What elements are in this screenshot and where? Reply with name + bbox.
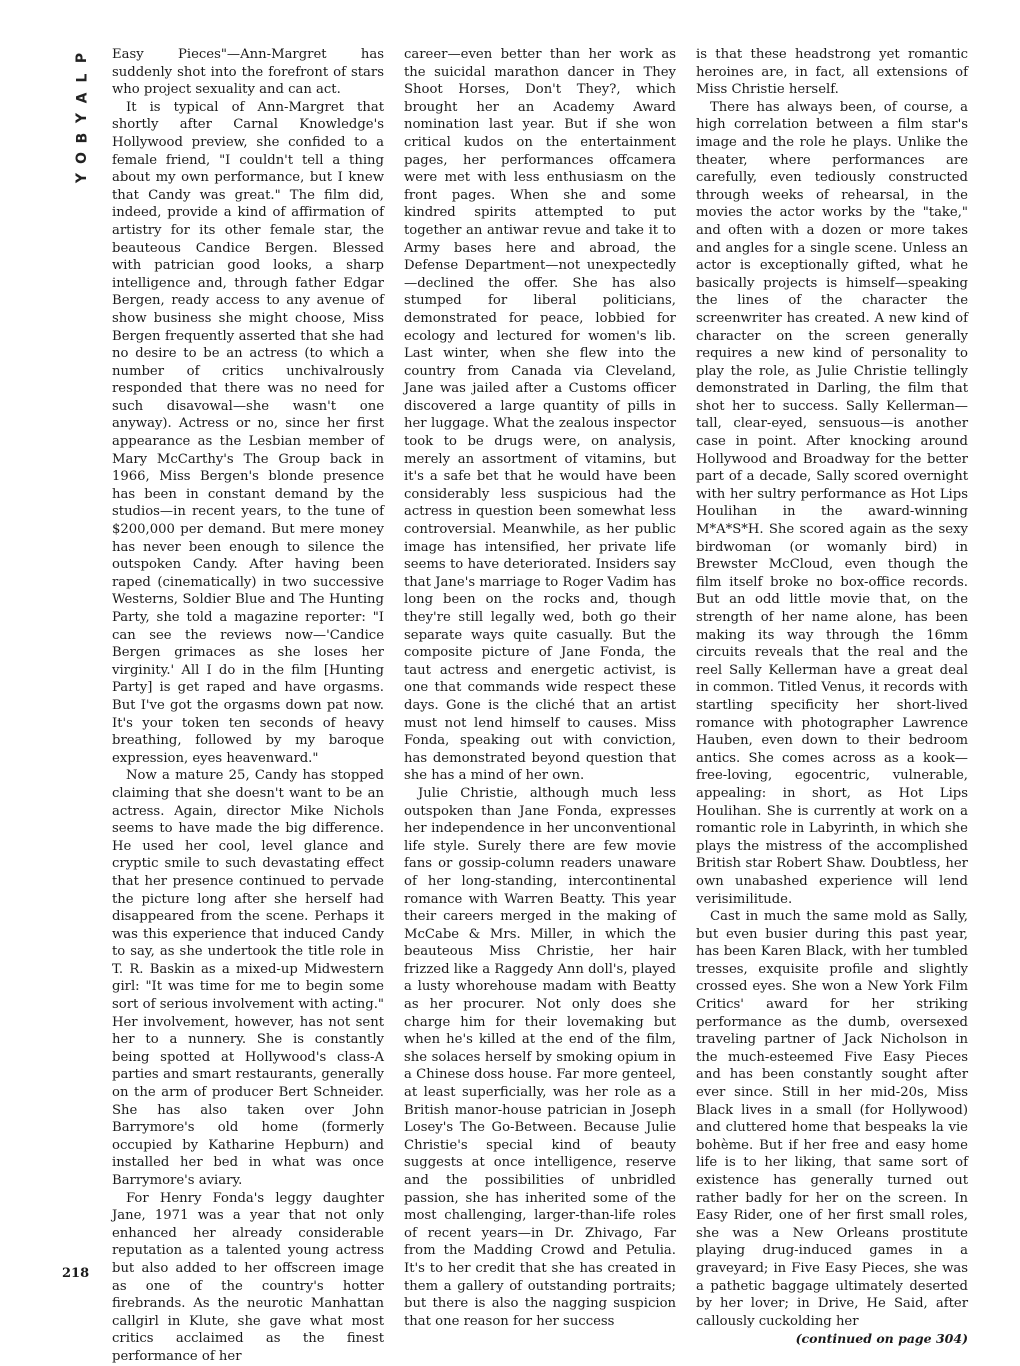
text-column-3 [696,46,968,1348]
sideline-letter: Y [73,112,90,124]
sideline-letter: P [73,52,90,64]
continued-note: (continued on page 304) [795,1331,968,1347]
sideline-letter: L [73,73,90,83]
paragraph: Cast in much the same mold as Sally, but even busier during this past year, has been Karen Black, with her tumbled tresses, exquisite profile and slightly crossed eyes. She won a New York Film Critics' award for her striking performance as the dumb, oversexed traveling partner of Jack Nicholson in the much-esteemed Five Easy Pieces and has been constantly sought after ever since. Still in her mid-20s, Miss Black lives in a small (for Hollywood) and cluttered home that bespeaks la vie bohème. But if her free and easy home life is to her liking, that same sort of existence has generally turned out rather badly for her on the screen. In Easy Rider, one of her first small roles, she was a New Orleans prostitute playing drug-induced games in a graveyard; in Five Easy Pieces, she was a pathetic baggage ultimately deserted by her lover; in Drive, He Said, after callously cuckolding her [696,909,968,1329]
paragraph: is that these headstrong yet romantic heroines are, in fact, all extensions of Miss Christie herself. [696,47,968,98]
paragraph: career—even better than her work as the suicidal marathon dancer in They Shoot Horses, Don't They?, which brought her an Academy Award nomination last year. But if she won critical kudos on the entertainment pages, her performances offcamera were met with less enthusiasm on the front pages. When she and some kindred spirits attempted to put together an antiwar revue and take it to Army bases here and abroad, the Defense Department—not unexpectedly—declined the offer. She has also stumped for liberal politicians, demonstrated for peace, lobbied for ecology and lectured for women's lib. Last winter, when she flew into the country from Canada via Cleveland, Jane was jailed after a Customs officer discovered a large quantity of pills in her luggage. What the zealous inspector took to be drugs were, on analysis, merely an assortment of vitamins, but it's a safe bet that he would have been considerably less suspicious had the actress in question been somewhat less controversial. Meanwhile, as her public image has intensified, her private life seems to have deteriorated. Insiders say that Jane's marriage to Roger Vadim has long been on the rocks and, though they're still legally wed, both go their separate ways quite casually. But the composite picture of Jane Fonda, the taut actress and energetic activist, is one that commands wide respect these days. Gone is the cliché that an artist must not lend himself to causes. Miss Fonda, speaking out with conviction, has demonstrated beyond question that she has a mind of her own. [404,47,676,784]
paragraph: There has always been, of course, a high correlation between a film star's image and the role he plays. Unlike the theater, where performances are carefully, even tediously constructed through weeks of rehearsal, in the movies the actor works by the "take," and often with a dozen or more takes and angles for a single scene. Unless an actor is exceptionally gifted, what he basically projects is himself—speaking the lines of the character the screenwriter has created. A new kind of character on the screen generally requires a new kind of personality to play the role, as Julie Christie tellingly demonstrated in Darling, the film that shot her to success. Sally Kellerman—tall, clear-eyed, sensuous—is another case in point. After knocking around Hollywood and Broadway for the better part of a decade, Sally scored overnight with her sultry performance as Hot Lips Houlihan in the award-winning M*A*S*H. She scored again as the sexy birdwoman (or womanly bird) in Brewster McCloud, even though the film itself broke no box-office records. But an odd little movie that, on the strength of her name alone, has been making its way through the 16mm circuits reveals that the real and the reel Sally Kellerman have a great deal in common. Titled Venus, it records with startling specificity her short-lived romance with photographer Lawrence Hauben, even down to their bedroom antics. She comes across as a kook—free-loving, egocentric, vulnerable, appealing: in short, as Hot Lips Houlihan. She is currently at work on a romantic role in Labyrinth, in which she plays the mistress of the accomplished British star Robert Shaw. Doubtless, her own unabashed experience will lend verisimilitude. [696,99,968,907]
text-column-2 [404,46,676,1330]
paragraph: Julie Christie, although much less outspoken than Jane Fonda, expresses her independence in her unconventional life style. Surely there are few movie fans or gossip-column readers unaware of her long-standing, intercontinental romance with Warren Beatty. This year their careers merged in the making of McCabe & Mrs. Miller, in which the beauteous Miss Christie, her hair frizzed like a Raggedy Ann doll's, played a lusty whorehouse madam with Beatty as her procurer. Not only does she charge him for their lovemaking but when he's killed at the end of the film, she solaces herself by smoking opium in a Chinese doss house. Far more genteel, at least superficially, was her role as a British manor-house patrician in Joseph Losey's The Go-Between. Because Julie Christie's special kind of beauty suggests at once intelligence, reserve and the possibilities of unbridled passion, she has inherited some of the most challenging, larger-than-life roles of recent years—in Dr. Zhivago, Far from the Madding Crowd and Petulia. It's to her credit that she has created in them a gallery of outstanding portraits; but there is also the nagging suspicion that one reason for her success [404,785,676,1329]
paragraph: Easy Pieces"—Ann-Margret has suddenly shot into the forefront of stars who project sexuality and can act. [112,47,384,98]
paragraph: Now a mature 25, Candy has stopped claiming that she doesn't want to be an actress. Again, director Mike Nichols seems to have made the big difference. He used her cool, level glance and cryptic smile to such devastating effect that her presence continued to pervade the picture long after she herself had disappeared from the scene. Perhaps it was this experience that induced Candy to say, as she undertook the title role in T. R. Baskin as a mixed-up Midwestern girl: "It was time for me to begin some sort of serious involvement with acting." Her involvement, however, has not sent her to a nunnery. She is constantly being spotted at Hollywood's class-A parties and smart restaurants, generally on the arm of producer Bert Schneider. She has also taken over John Barrymore's old home (formerly occupied by Katharine Hepburn) and installed her bed in what was once Barrymore's aviary. [112,768,384,1188]
paragraph: It is typical of Ann-Margret that shortly after Carnal Knowledge's Hollywood preview, she confided to a female friend, "I couldn't tell a thing about my own performance, but I knew that Candy was great." The film did, indeed, provide a kind of affirmation of artistry for its other female star, the beauteous Candice Bergen. Blessed with patrician good looks, a sharp intelligence and, through father Edgar Bergen, ready access to any avenue of show business she might choose, Miss Bergen frequently asserted that she had no desire to be an actress (to which a number of critics unchivalrously responded that there was no need for such disavowal—she wasn't one anyway). Actress or no, since her first appearance as the Lesbian member of Mary McCarthy's The Group back in 1966, Miss Bergen's blonde presence has been in constant demand by the studios—in recent years, to the tune of $200,000 per demand. But mere money has never been enough to silence the outspoken Candy. After having been raped (cinematically) in two successive Westerns, Soldier Blue and The Hunting Party, she told a magazine reporter: "I can see the reviews now—'Candice Bergen grimaces as she loses her virginity.' All I do in the film [Hunting Party] is get raped and have orgasms. But I've got the orgasms down pat now. It's your token ten seconds of heavy breathing, followed by my baroque expression, eyes heavenward." [112,99,384,766]
magazine-sideline [62,48,102,188]
page-number: 218 [62,1266,90,1281]
sideline-letter: O [74,152,90,164]
sideline-letter: Y [73,172,90,184]
sideline-letter: B [73,132,90,144]
sideline-letter: A [74,92,90,104]
paragraph: For Henry Fonda's leggy daughter Jane, 1971 was a year that not only enhanced her already considerable reputation as a talented young actress but also added to her offscreen image as one of the country's hotter firebrands. As the neurotic Manhattan callgirl in Klute, she gave what most critics acclaimed as the finest performance of her [112,1190,384,1364]
text-column-1 [112,46,384,1366]
